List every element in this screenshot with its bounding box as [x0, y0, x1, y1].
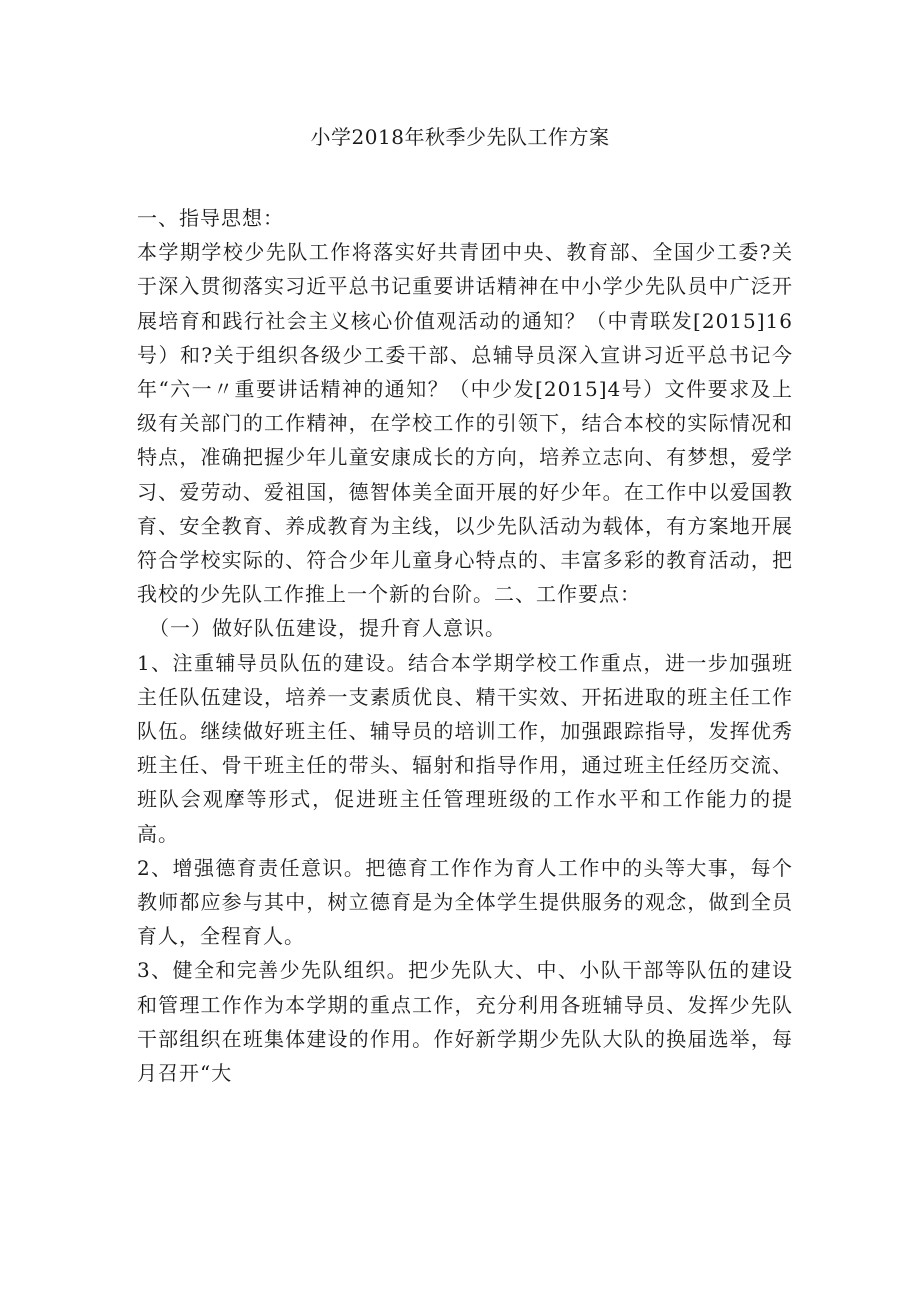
paragraph-guiding-ideology: 本学期学校少先队工作将落实好共青团中央、教育部、全国少工委?关于深入贯彻落实习近平总书记重要讲话精神在中小学少先队员中广泛开展培育和践行社会主义核心价值观活动的通知？（中青联发[2015]16号）和?关于组织各级少工委干部、总辅导员深入宣讲习近平总书记今年“六一〃重要讲话精神的通知？（中少发[2015]4号）文件要求及上级有关部门的工作精神，在学校工作的引领下，结合本校的实际情况和特点，准确把握少年儿童安康成长的方向，培养立志向、有梦想，爱学习、爱劳动、爱祖国，德智体美全面开展的好少年。在工作中以爱国教育、安全教育、养成教育为主线，以少先队活动为载体，有方案地开展符合学校实际的、符合少年儿童身心特点的、丰富多彩的教育活动，把我校的少先队工作推上一个新的台阶。二、工作要点：	[137, 240, 793, 607]
document-title: 小学2018年秋季少先队工作方案	[310, 125, 610, 149]
document-body	[137, 201, 793, 1090]
section-heading-guiding-ideology: 一、指导思想：	[137, 206, 284, 230]
paragraph-item-3: 3、健全和完善少先队组织。把少先队大、中、小队干部等队伍的建设和管理工作作为本学期的重点工作，充分利用各班辅导员、发挥少先队干部组织在班集体建设的作用。作好新学期少先队大队的换届选举，每月召开“大	[137, 958, 793, 1086]
paragraph-item-2: 2、增强德育责任意识。把德育工作作为育人工作中的头等大事，每个教师都应参与其中，树立德育是为全体学生提供服务的观念，做到全员育人，全程育人。	[137, 855, 793, 949]
subsection-heading-team-building: （一）做好队伍建设，提升育人意识。	[149, 616, 506, 641]
paragraph-item-1: 1、注重辅导员队伍的建设。结合本学期学校工作重点，进一步加强班主任队伍建设，培养一支素质优良、精干实效、开拓进取的班主任工作队伍。继续做好班主任、辅导员的培训工作，加强跟踪指导，发挥优秀班主任、骨干班主任的带头、辐射和指导作用，通过班主任经历交流、班队会观摩等形式，促进班主任管理班级的工作水平和工作能力的提高。	[137, 650, 793, 846]
